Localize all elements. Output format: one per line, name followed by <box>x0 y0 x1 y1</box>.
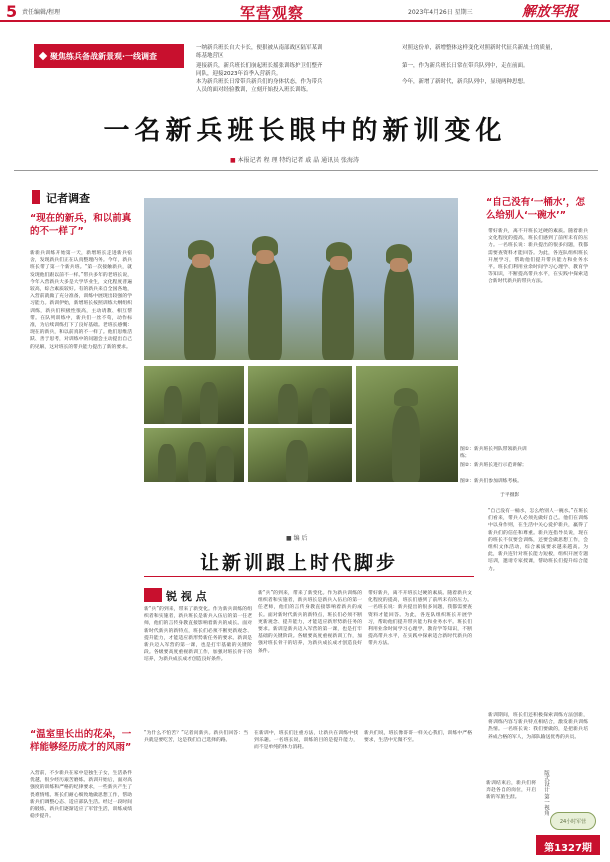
right-quote: “自己没有‘一桶水’，怎么给别人‘一碗水’” <box>486 197 585 221</box>
bottom-text-2: 在新训中，班长们注重方法，让新兵在训练中找到乐趣。一名班长说，训练的目的是提升能力，而不是单纯的体力消耗。 <box>254 731 358 751</box>
byline: ■ 本报记者 程 理 特约记者 戚 晶 通讯员 张海涛 <box>230 155 359 164</box>
page-number: 5 <box>6 2 18 21</box>
photo-training-2 <box>248 366 352 424</box>
commentary-label: ■ 编 后 <box>286 535 308 542</box>
divider <box>14 170 598 171</box>
photo-caption-2: 图②：新兵班长进行示范讲解； <box>460 463 527 468</box>
commentary-marker <box>144 588 162 602</box>
top-text-5: 第一，作为新兵班长日常在带兵队列中，走在前面。 <box>402 63 529 69</box>
photo-training-3 <box>144 428 244 482</box>
right-body-2: “自己没有一桶水，怎么给别人一碗水。”在班长们看来，带兵人必须先做好自己。他们在训练中以身作则，在生活中关心爱护新兵，赢得了新兵们的信任和尊重。新兵连指导员说，现在的班长不仅要会训练，还要会做思想工作，会组织文体活动，综合素质要求越来越高。为此，新兵连针对班长能力短板，组织开展专题培训，邀请专家授课，帮助班长们提升综合能力。 <box>488 509 588 572</box>
commentary-heading: 锐 视 点 <box>166 590 207 603</box>
left-body-2: 入营前，不少新兵在家中是独生子女，生活条件优越，很少经历艰苦磨炼。新训开始后，面对高强度的训练和严格的纪律要求，一些新兵产生了畏难情绪。班长们耐心细致地做思想工作，帮助新兵们调整心态、适应部队生活。经过一段时间的锻炼，新兵们逐渐适应了军营生活，训练成绩稳步提升。 <box>30 771 132 820</box>
bottom-text-4: 新训结束后，新兵们将奔赴各自的岗位，开启新的军旅生涯。 <box>486 781 536 801</box>
left-column-heading: 记者调查 <box>46 192 90 205</box>
photo-training-4 <box>248 428 352 482</box>
left-body-1: 新新兵训练开始第一天，新增班长走进新兵宿舍，发现新兵们正在认真整理内务。今年，新兵班长带了第一个新兵班。“第一次接触新兵，就发现他们跟以前不一样。”带兵多年的老班长说，今年入营新兵大多是大学毕业生，文化程度普遍较高，综合素质较好。有的新兵来自全国各地，入营前就做了充分准备，训练中展现出较强的学习能力。新训伊始，新增班长按照训练大纲组织训练，新兵们积极性很高，主动请教、相互帮带。在队列训练中，新兵们一丝不苟，动作标准，为后续训练打下了良好基础。老班长感慨：现在的新兵，和以前真的不一样了。他们思维活跃、善于思考，对训练中的问题会主动提出自己的见解，这对班长的带兵能力提出了新的要求。 <box>30 251 132 350</box>
right-body-1: 带好新兵，离不开班长过硬的素质。随着新兵文化程度的提高，班长们感到了前所未有的压力。一名班长说：新兵提出的很多问题，我都需要查资料才能回答。为此，各连队组织班长开展学习，帮助他们提升带兵能力和业务水平。班长们利用业余时间学习心理学、教育学等知识，不断提高带兵水平，在实践中探索适合新时代新兵的带兵方法。 <box>488 229 588 285</box>
masthead <box>0 0 610 22</box>
editor-line: 责任编辑/程理 <box>22 9 61 16</box>
photo-caption-3: 图③：新兵们参加训练考核。 <box>460 479 522 484</box>
top-text-2: 迎接新兵，新兵班长们崩起班长摇张训练护卫们整齐同队，迎接2023年首季入营新兵。 <box>196 63 323 77</box>
page-headline: 一名新兵班长眼中的新训变化 <box>103 116 507 146</box>
body-col-b: 带好新兵，离不开班长过硬的素质。随着新兵文化程度的提高，班长们感到了前所未有的压力。一名班长说：新兵提出的很多问题，我都需要查资料才能回答。为此，各连队组织班长开展学习，帮助他们提升带兵能力和业务水平。班长们利用业余时间学习心理学、教育学等知识，不断提高带兵水平，在实践中探索适合新时代新兵的带兵方法。 <box>368 591 472 647</box>
bottom-text-3: 新兵们说，班长像哥哥一样关心我们，训练中严格要求，生活中无微不至。 <box>364 731 472 744</box>
sub-headline: 让新训跟上时代脚步 <box>200 552 399 574</box>
column-badge: 24小时军营 <box>550 812 596 830</box>
newspaper-brand: 解放军报 <box>522 4 578 20</box>
banner-label: 聚焦练兵备战新景观·一线调查 <box>34 44 184 68</box>
top-text-6: 今年，新增了新时代，新兵队列中，显现两种思想。 <box>402 79 529 85</box>
left-quote-1: “现在的新兵，和以前真的不一样了” <box>30 213 132 237</box>
photographer: 于平摄影 <box>500 493 520 498</box>
section-marker <box>32 190 40 204</box>
bottom-text-1: “为什么不怕苦？”记者问新兵。新兵们回答：当兵就是要吃苦，这是我们自己选择的路。 <box>144 731 248 744</box>
commentary-body: 新“兵”的到来，带来了新变化。作为新兵训练的组织者和实施者，新兵班长是新兵入伍后的第一任老师，他们的言传身教直接影响着新兵的成长。面对新时代新兵的新特点，班长们必须不断更新观念、提升能力，才能适应新形势新任务的要求。新训是新兵迈入军营的第一课，也是打牢基础的关键阶段。各级要高度重视新训工作，加强对班长骨干的培养，为新兵成长成才创造良好条件。 <box>144 607 252 663</box>
top-text-3: 本为新兵班长日常带兵新兵们的身体状态，作为带兵人员的面对经验教训，立刻开始投入班长训练。 <box>196 79 323 93</box>
right-body-3: 新训期间，班长们还积极探索训练方法创新，将训练内容与新兵特点相结合，激发新兵训练热情。一名班长说：我们要做的，是把新兵培养成合格的军人，为部队输送优秀的兵员。 <box>488 713 588 740</box>
issue-date: 2023年4月26日 星期三 <box>408 9 473 16</box>
editor-box: 版式设计 第一视角 <box>543 770 549 816</box>
photo-training-5 <box>356 366 458 482</box>
photo-caption-1: 图①：新兵班长列队带领新兵训练； <box>460 447 527 459</box>
section-title: 军营观察 <box>240 4 305 22</box>
left-quote-2: “温室里长出的花朵，一样能够经历成才的风雨” <box>30 729 132 753</box>
issue-number: 第1327期 <box>536 835 600 855</box>
top-text-1: 一纳新兵班长自大卡长，便狠被从南部战区陆军某训练基地营区 <box>196 45 323 59</box>
photo-training-1 <box>144 366 244 424</box>
red-divider <box>144 576 474 577</box>
main-photo <box>144 198 458 360</box>
body-col-a: 新“兵”的到来，带来了新变化。作为新兵训练的组织者和实施者，新兵班长是新兵入伍后的第一任老师，他们的言传身教直接影响着新兵的成长。面对新时代新兵的新特点，班长们必须不断更新观念、提升能力，才能适应新形势新任务的要求。新训是新兵迈入军营的第一课，也是打牢基础的关键阶段。各级要高度重视新训工作，加强对班长骨干的培养，为新兵成长成才创造良好条件。 <box>258 591 362 654</box>
top-text-4: 对照这份单，新增整体这样变化对照新时代征兵新战士的质量， <box>402 45 557 51</box>
